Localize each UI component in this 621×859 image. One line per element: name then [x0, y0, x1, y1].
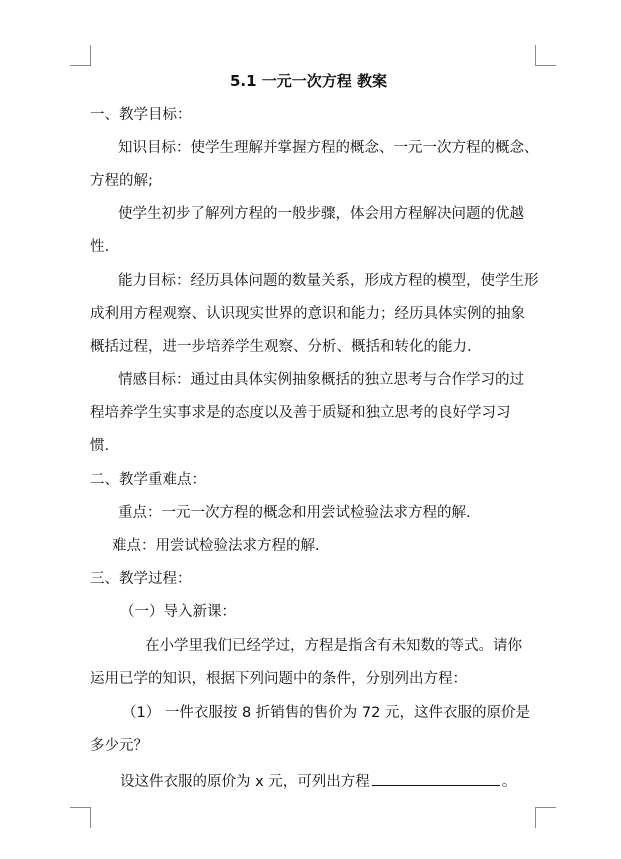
difficult-point: 难点：用尝试检验法求方程的解.	[112, 538, 320, 554]
problem1-line2: 多少元？	[90, 738, 148, 754]
intro-line1: 在小学里我们已经学过，方程是指含有未知数的等式。请你	[145, 638, 522, 654]
crop-mark-top-right	[535, 45, 556, 66]
ability-goal-line3: 概括过程，进一步培养学生观察、分析、概括和转化的能力.	[90, 339, 472, 355]
answer-prompt: 设这件衣服的原价为 x 元，可列出方程	[120, 774, 370, 790]
document-title: 5.1 一元一次方程 教案	[230, 72, 388, 90]
ability-goal-line1: 能力目标：经历具体问题的数量关系，形成方程的模型，使学生形	[118, 273, 539, 289]
knowledge-goal2-line1: 使学生初步了解列方程的一般步骤，体会用方程解决问题的优越	[118, 206, 524, 222]
section1-heading: 一、教学目标：	[90, 107, 192, 123]
crop-mark-bottom-left	[70, 807, 91, 828]
knowledge-goal2-line2: 性.	[90, 239, 110, 255]
crop-mark-top-left	[70, 45, 91, 66]
problem1-line1: （1） 一件衣服按 8 折销售的售价为 72 元，这件衣服的原价是	[122, 705, 530, 721]
emotion-goal-line2: 程培养学生实事求是的态度以及善于质疑和独立思考的良好学习习	[90, 405, 511, 421]
knowledge-goal-line1: 知识目标：使学生理解并掌握方程的概念、一元一次方程的概念、	[118, 140, 539, 156]
knowledge-goal-line2: 方程的解;	[90, 173, 153, 189]
emotion-goal-line3: 惯.	[90, 438, 110, 454]
key-point: 重点：一元一次方程的概念和用尝试检验法求方程的解.	[118, 505, 471, 521]
crop-mark-bottom-right	[535, 807, 556, 828]
answer-blank[interactable]	[372, 771, 500, 786]
section2-heading: 二、教学重难点：	[90, 472, 206, 488]
subsection1-heading: （一）导入新课：	[120, 604, 236, 620]
intro-line2: 运用已学的知识，根据下列问题中的条件，分别列出方程：	[90, 671, 467, 687]
ability-goal-line2: 成利用方程观察、认识现实世界的意识和能力；经历具体实例的抽象	[90, 306, 525, 322]
section3-heading: 三、教学过程：	[90, 571, 192, 587]
answer-line	[120, 771, 516, 791]
answer-end: 。	[501, 774, 517, 790]
emotion-goal-line1: 情感目标：通过由具体实例抽象概括的独立思考与合作学习的过	[118, 372, 524, 388]
